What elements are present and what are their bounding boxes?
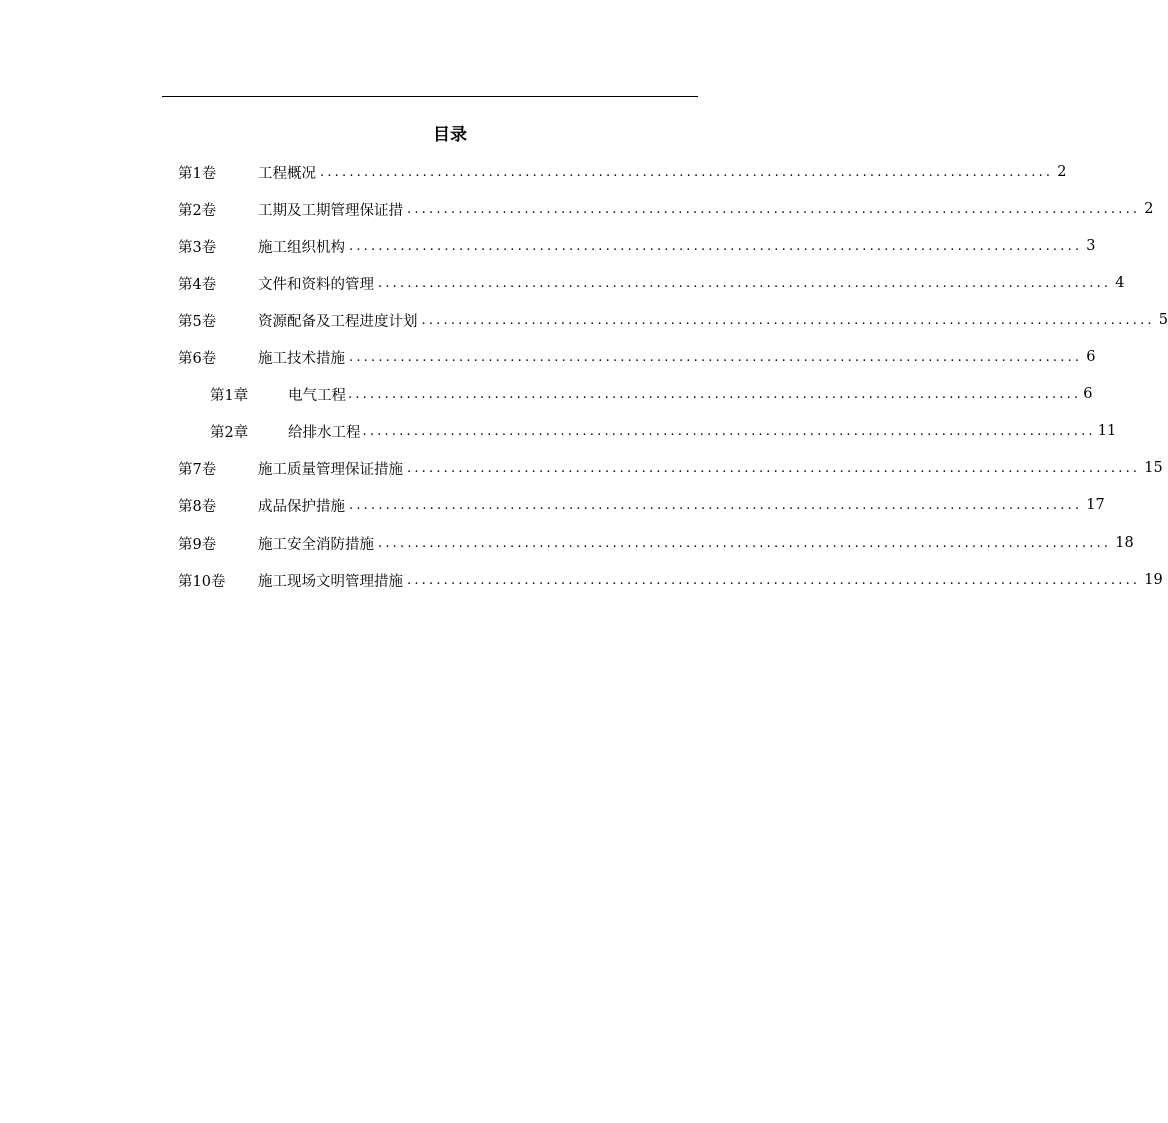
toc-entry-page: 6 [1086, 349, 1096, 365]
toc-entry-number: 第1章 [210, 387, 249, 404]
toc-entry-number: 第2卷 [178, 202, 217, 219]
toc-entry-title: 工期及工期管理保证措 [258, 202, 403, 219]
toc-subentry[interactable] [210, 420, 1117, 442]
toc-entry[interactable] [178, 494, 1105, 516]
toc-entry-page: 2 [1057, 164, 1067, 180]
toc-entry-number: 第5卷 [178, 313, 217, 330]
toc-entry-number: 第8卷 [178, 498, 217, 515]
toc-entry-title: 施工技术措施 [258, 350, 345, 367]
toc-leader-dots: .................................................................................................... [348, 386, 1082, 402]
toc-entry-title: 电气工程 [288, 387, 346, 404]
toc-leader-dots: .................................................................................................... [362, 423, 1096, 439]
toc-entry-page: 18 [1115, 535, 1134, 551]
toc-entry-title: 资源配备及工程进度计划 [258, 313, 418, 330]
toc-entry-page: 4 [1115, 275, 1125, 291]
toc-title: 目录 [433, 125, 467, 145]
toc-entry-page: 17 [1086, 497, 1105, 513]
toc-entry-page: 2 [1144, 201, 1154, 217]
toc-entry-title: 成品保护措施 [258, 498, 345, 515]
toc-entry-number: 第9卷 [178, 536, 217, 553]
toc-entry-page: 5 [1158, 312, 1168, 328]
toc-entry-number: 第4卷 [178, 276, 217, 293]
toc-leader-dots: .................................................................................................... [378, 535, 1112, 551]
toc-entry-title: 文件和资料的管理 [258, 276, 374, 293]
toc-entry-page: 3 [1086, 238, 1096, 254]
toc-entry-number: 第7卷 [178, 461, 217, 478]
toc-entry[interactable] [178, 309, 1168, 331]
toc-entry[interactable] [178, 569, 1163, 591]
toc-entry-number: 第2章 [210, 424, 249, 441]
toc-leader-dots: .................................................................................................... [421, 312, 1155, 328]
toc-entry[interactable] [178, 532, 1134, 554]
toc-subentry[interactable] [210, 383, 1093, 405]
toc-entry-number: 第1卷 [178, 165, 217, 182]
header-rule [162, 96, 698, 97]
toc-entry[interactable] [178, 272, 1125, 294]
toc-entry-title: 施工安全消防措施 [258, 536, 374, 553]
toc-entry[interactable] [178, 235, 1096, 257]
toc-entry[interactable] [178, 346, 1096, 368]
toc-leader-dots: .................................................................................................... [378, 275, 1112, 291]
toc-entry-title: 工程概况 [258, 165, 316, 182]
toc-leader-dots: .................................................................................................... [349, 238, 1083, 254]
toc-entry[interactable] [178, 198, 1154, 220]
toc-leader-dots: .................................................................................................... [320, 164, 1054, 180]
toc-leader-dots: .................................................................................................... [349, 497, 1083, 513]
toc-entry-title: 施工组织机构 [258, 239, 345, 256]
toc-entry-page: 15 [1144, 460, 1163, 476]
toc-leader-dots: .................................................................................................... [407, 201, 1141, 217]
toc-entry-page: 11 [1097, 423, 1117, 439]
toc-entry-number: 第10卷 [178, 573, 226, 590]
toc-leader-dots: .................................................................................................... [349, 349, 1083, 365]
toc-entry-title: 给排水工程 [288, 424, 361, 441]
toc-entry-number: 第3卷 [178, 239, 217, 256]
toc-entry[interactable] [178, 161, 1067, 183]
toc-entry[interactable] [178, 457, 1163, 479]
toc-entry-page: 19 [1144, 572, 1163, 588]
toc-leader-dots: .................................................................................................... [407, 460, 1141, 476]
toc-entry-page: 6 [1083, 386, 1093, 402]
toc-entry-title: 施工质量管理保证措施 [258, 461, 403, 478]
toc-leader-dots: .................................................................................................... [407, 572, 1141, 588]
toc-entry-number: 第6卷 [178, 350, 217, 367]
toc-entry-title: 施工现场文明管理措施 [258, 573, 403, 590]
